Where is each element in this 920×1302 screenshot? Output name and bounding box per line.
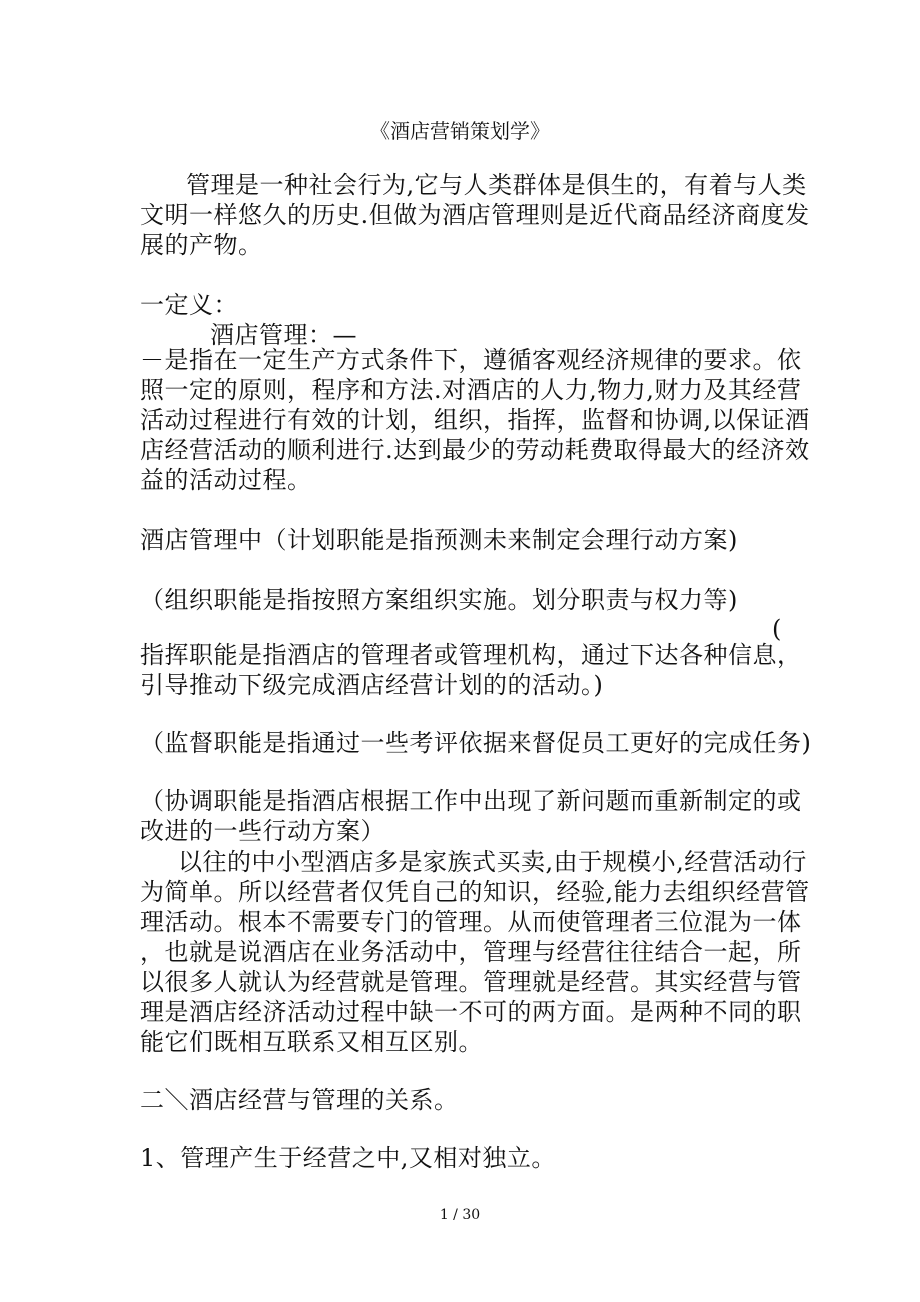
function-directing-line-2: 引导推动下级完成酒店经营计划的的活动。) [140, 671, 604, 699]
history-line-2: 为简单。所以经营者仅凭自己的知识，经验,能力去组织经营管 [140, 878, 810, 906]
definition-line-5: 益的活动过程。 [140, 466, 312, 494]
definition-line-3: 活动过程进行有效的计划，组织，指挥，监督和协调,以保证酒 [140, 406, 810, 434]
function-coordinating-line-1: （协调职能是指酒店根据工作中出现了新问题而重新制定的或 [140, 787, 802, 815]
definition-line-1: －是指在一定生产方式条件下，遵循客观经济规律的要求。依 [140, 346, 802, 374]
document-title: 《酒店营销策划学》 [370, 119, 550, 143]
history-line-1: 以往的中小型酒店多是家族式买卖,由于规模小,经营活动行 [178, 848, 807, 876]
function-planning: 酒店管理中（计划职能是指预测未来制定会理行动方案) [140, 526, 738, 554]
function-supervising: （监督职能是指通过一些考评依据来督促员工更好的完成任务) [140, 729, 812, 757]
history-line-7: 能它们既相互联系又相互区别。 [140, 1028, 483, 1056]
definition-term: 酒店管理：— [210, 321, 357, 349]
function-coordinating-line-2: 改进的一些行动方案） [140, 817, 385, 845]
history-line-4: ，也就是说酒店在业务活动中，管理与经营往往结合一起，所 [140, 938, 802, 966]
definition-line-4: 店经营活动的顺利进行.达到最少的劳动耗费取得最大的经济效 [140, 436, 810, 464]
definition-line-2: 照一定的原则，程序和方法.对酒店的人力,物力,财力及其经营 [140, 376, 802, 404]
function-directing-open-paren: ( [772, 615, 782, 643]
point-1: 1、管理产生于经营之中,又相对独立。 [140, 1144, 556, 1172]
intro-line-3: 展的产物。 [140, 231, 263, 259]
function-directing-line-1: 指挥职能是指酒店的管理者或管理机构，通过下达各种信息， [140, 641, 802, 669]
function-organizing: （组织职能是指按照方案组织实施。划分职责与权力等) [140, 586, 738, 614]
intro-line-2: 文明一样悠久的历史.但做为酒店管理则是近代商品经济商度发 [140, 201, 810, 229]
section-heading-relationship: 二＼酒店经营与管理的关系。 [140, 1086, 459, 1114]
section-heading-definition: 一定义： [140, 291, 238, 319]
history-line-5: 以很多人就认为经营就是管理。管理就是经营。其实经营与管 [140, 968, 802, 996]
history-line-3: 理活动。根本不需要专门的管理。从而使管理者三位混为一体 [140, 908, 802, 936]
page-number: 1 / 30 [439, 1207, 481, 1223]
history-line-6: 理是酒店经济活动过程中缺一不可的两方面。是两种不同的职 [140, 998, 802, 1026]
intro-line-1: 管理是一种社会行为,它与人类群体是俱生的，有着与人类 [186, 171, 807, 199]
